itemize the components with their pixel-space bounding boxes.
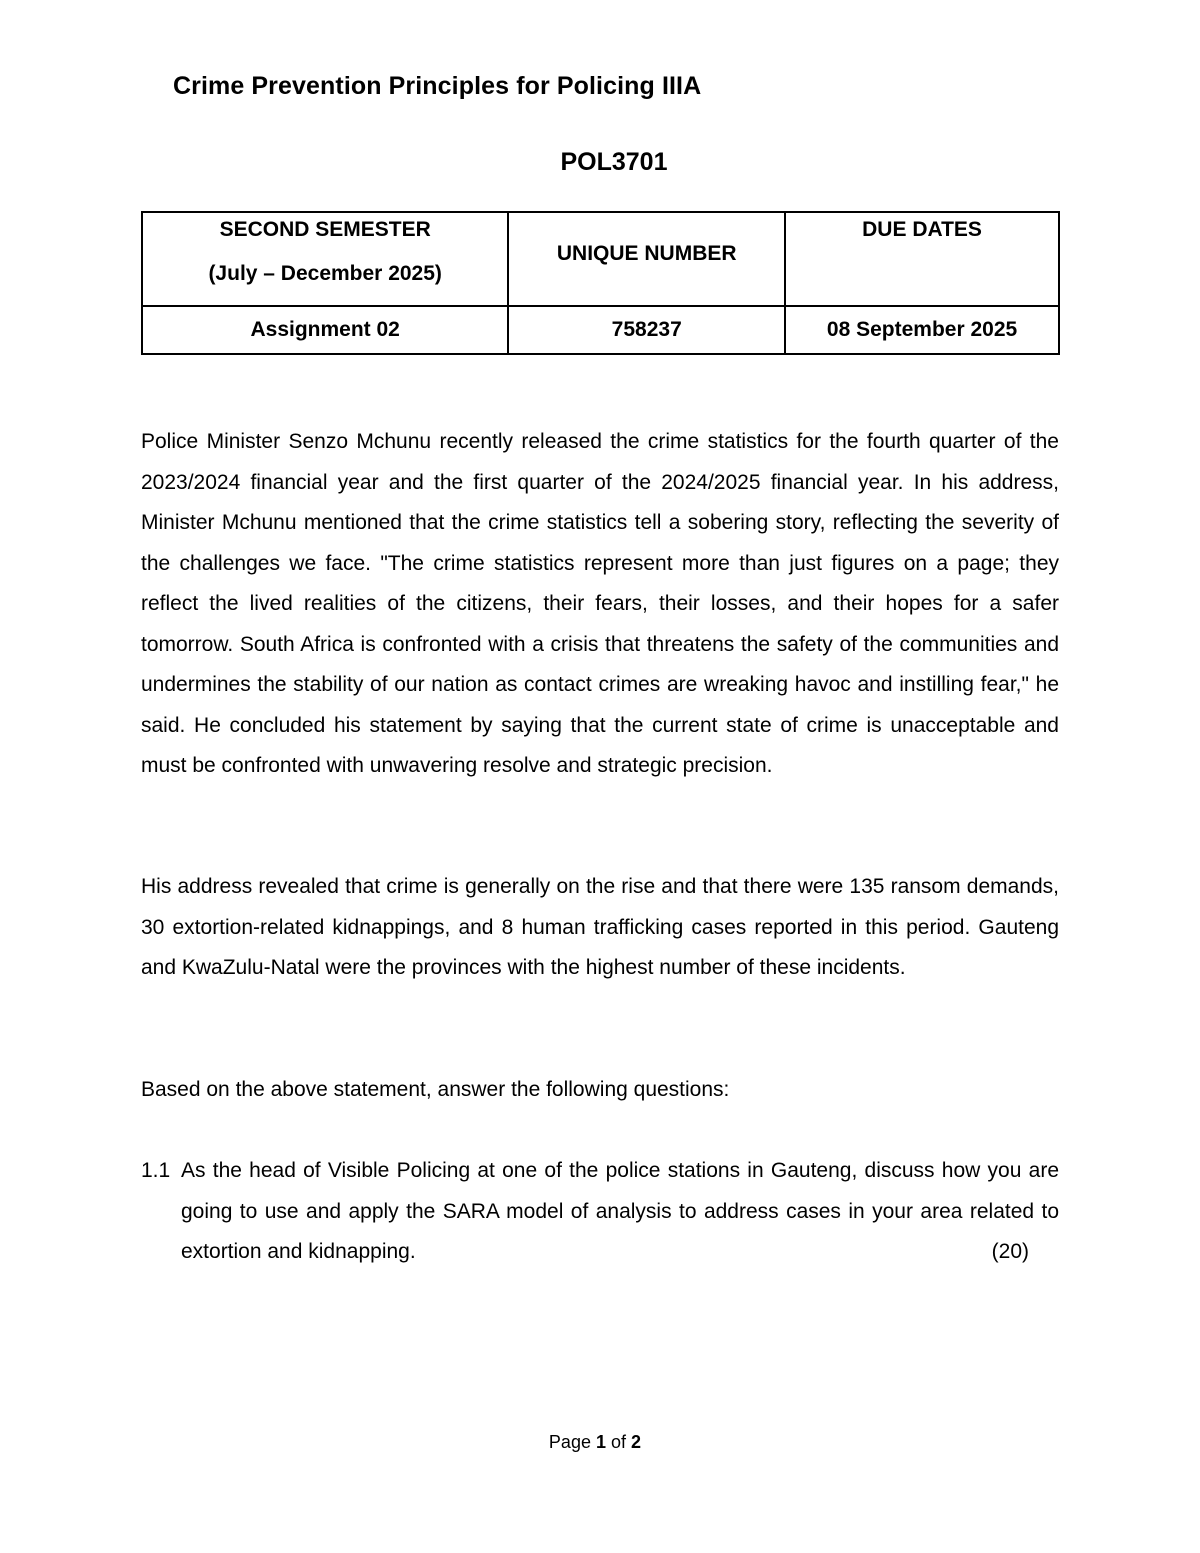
question-number: 1.1 (141, 1159, 171, 1182)
assignment-info-table (141, 211, 1060, 355)
footer-page-word: Page (548, 1432, 591, 1452)
document-title: Crime Prevention Principles for Policing IIIA (173, 72, 702, 100)
paragraph-text: Police Minister Senzo Mchunu recently released the crime statistics for the fourth quarter of the 2023/2024 financial year and the first quarter of the 2024/2025 financial year. In his address, Minister Mchunu mentioned that the crime statistics tell a sobering story, reflecting the severity of the challenges we face. "The crime statistics represent more than just figures on a page; they reflect the lived realities of the citizens, their fears, their losses, and their hopes for a safer tomorrow. South Africa is confronted with a crisis that threatens the safety of the communities and undermines the stability of our nation as contact crimes are wreaking havoc and instilling fear," he said. He concluded his statement by saying that the current state of crime is unacceptable and must be confronted with unwavering resolve and strategic precision. (141, 430, 1059, 777)
paragraph-text: Based on the above statement, answer the following questions: (141, 1078, 730, 1101)
table-header-row (142, 212, 1059, 306)
assignment-cell: Assignment 02 (142, 306, 508, 354)
question-marks: (20) (991, 1240, 1029, 1263)
unique-number-cell: 758237 (508, 306, 785, 354)
footer-of-word: of (611, 1432, 627, 1452)
unique-number-label: UNIQUE NUMBER (556, 242, 737, 265)
semester-period: (July – December 2025) (208, 262, 442, 285)
due-date-cell: 08 September 2025 (785, 306, 1059, 354)
question-1-1 (141, 1151, 1059, 1273)
course-code: POL3701 (560, 148, 668, 176)
due-dates-header-cell (785, 212, 1059, 306)
page-footer (0, 1432, 1190, 1453)
statement-paragraph-2 (141, 867, 1059, 989)
unique-number-header-cell (508, 212, 785, 306)
footer-current-page: 1 (595, 1432, 606, 1452)
question-text: As the head of Visible Policing at one of the police stations in Gauteng, discuss how you are going to use and apply the SARA model of analysis to address cases in your area related to extortion and kidnapping. (181, 1159, 1059, 1263)
statement-paragraph-1 (141, 422, 1059, 787)
footer-total-pages: 2 (631, 1432, 642, 1452)
instruction-paragraph (141, 1070, 1059, 1111)
semester-header-cell (142, 212, 508, 306)
semester-label: SECOND SEMESTER (219, 218, 431, 241)
due-dates-label: DUE DATES (862, 218, 982, 241)
table-row (142, 306, 1059, 354)
paragraph-text: His address revealed that crime is generally on the rise and that there were 135 ransom demands, 30 extortion-related kidnappings, and 8 human trafficking cases reported in this period. Gauteng and KwaZulu-Natal were the provinces with the highest number of these incidents. (141, 875, 1059, 979)
